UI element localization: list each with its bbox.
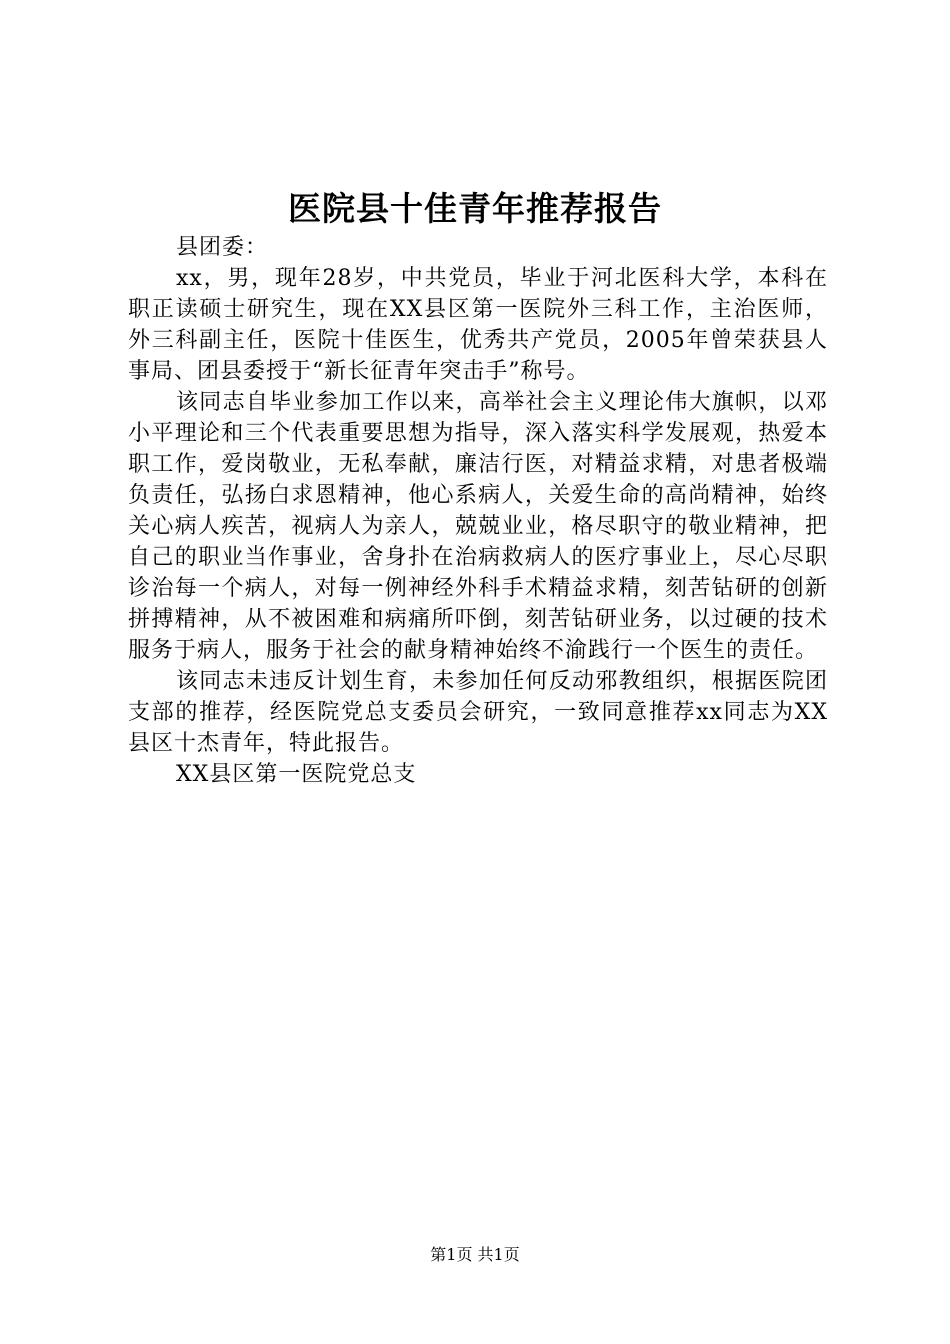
salutation: 县团委： <box>176 235 269 260</box>
document-title: 医院县十佳青年推荐报告 <box>288 189 662 228</box>
paragraph-deeds: 该同志自毕业参加工作以来，高举社会主义理论伟大旗帜，以邓小平理论和三个代表重要思想为指导，深入落实科学发展观，热爱本职工作，爱岗敬业，无私奉献，廉洁行医，对精益求精，对患者极端负责任，弘扬白求恩精神，他心系病人，关爱生命的高尚精神，始终关心病人疾苦，视病人为亲人，兢兢业业，格尽职守的敬业精神，把自己的职业当作事业，舍身扑在治病救病人的医疗事业上，尽心尽职诊治每一个病人，对每一例神经外科手术精益求精，刻苦钻研的创新拼搏精神，从不被困难和病痛所吓倒，刻苦钻研业务，以过硬的技术服务于病人，服务于社会的献身精神始终不渝践行一个医生的责任。 <box>128 390 828 663</box>
paragraph-profile: xx，男，现年28岁，中共党员，毕业于河北医科大学，本科在职正读硕士研究生，现在XX县区第一医院外三科工作，主治医师，外三科副主任，医院十佳医生，优秀共产党员，2005年曾荣获县人事局、团县委授于“新长征青年突击手”称号。 <box>128 266 828 384</box>
document-body <box>128 232 828 790</box>
paragraph-recommendation: 该同志未违反计划生育，未参加任何反动邪教组织，根据医院团支部的推荐，经医院党总支委员会研究，一致同意推荐xx同志为XX县区十杰青年，特此报告。 <box>128 669 828 756</box>
page-footer: 第1页 共1页 <box>430 1245 520 1264</box>
signature: XX县区第一医院党总支 <box>176 762 417 787</box>
